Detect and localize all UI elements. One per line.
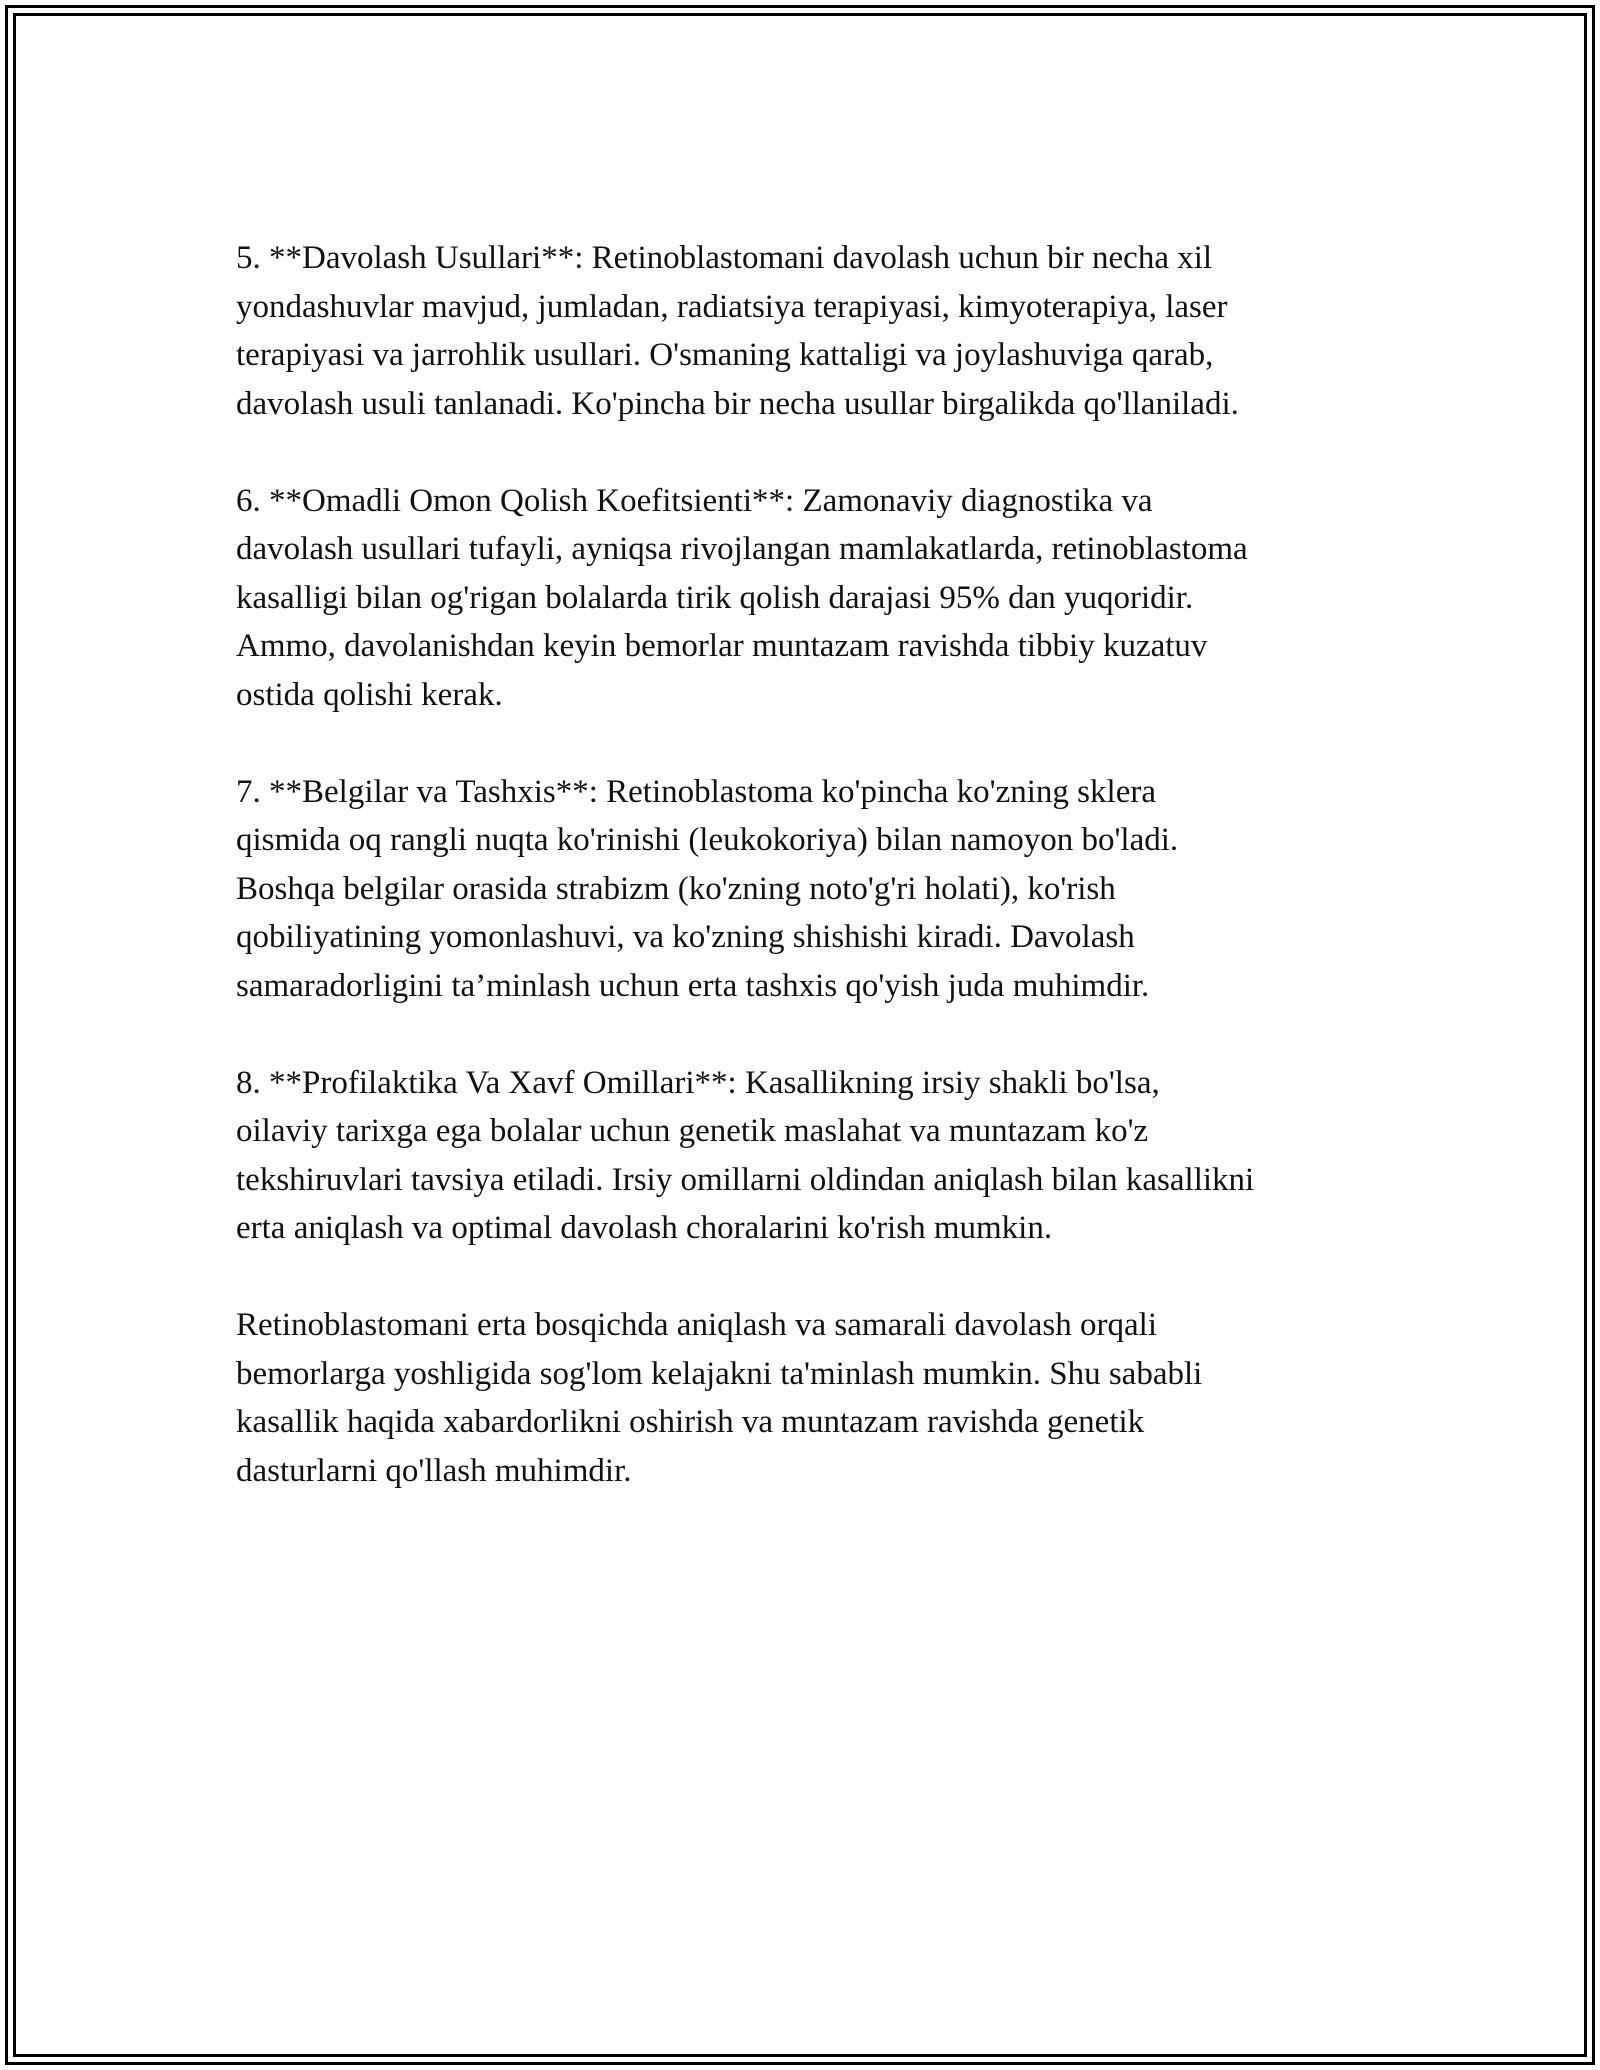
paragraph-prevention-risk-factors: 8. **Profilaktika Va Xavf Omillari**: Kasallikning irsiy shakli bo'lsa, oilaviy tarixga ega bolalar uchun genetik maslahat va muntazam ko'z tekshiruvlari tavsiya etiladi. Irsiy omillarni oldindan aniqlash bilan kasallikni erta aniqlash va optimal davolash choralarini ko'rish mumkin. <box>236 1064 1255 1246</box>
paragraph-conclusion: Retinoblastomani erta bosqichda aniqlash va samarali davolash orqali bemorlarga yoshligida sog'lom kelajakni ta'minlash mumkin. Shu sababli kasallik haqida xabardorlikni oshirish va muntazam ravishda genetik dasturlarni qo'llash muhimdir. <box>236 1307 1203 1489</box>
document-body <box>236 234 1376 1495</box>
paragraph-survival-rate: 6. **Omadli Omon Qolish Koefitsienti**: Zamonaviy diagnostika va davolash usullari tufayli, ayniqsa rivojlangan mamlakatlarda, retinoblastoma kasalligi bilan og'rigan bolalarda tirik qolish darajasi 95% dan yuqoridir. Ammo, davolanishdan keyin bemorlar muntazam ravishda tibbiy kuzatuv ostida qolishi kerak. <box>236 482 1248 713</box>
paragraph-treatment-methods: 5. **Davolash Usullari**: Retinoblastomani davolash uchun bir necha xil yondashuvlar mavjud, jumladan, radiatsiya terapiyasi, kimyoterapiya, laser terapiyasi va jarrohlik usullari. O'smaning kattaligi va joylashuviga qarab, davolash usuli tanlanadi. Ko'pincha bir necha usullar birgalikda qo'llaniladi. <box>236 240 1239 422</box>
paragraph-symptoms-diagnosis: 7. **Belgilar va Tashxis**: Retinoblastoma ko'pincha ko'zning sklera qismida oq rangli nuqta ko'rinishi (leukokoriya) bilan namoyon bo'ladi. Boshqa belgilar orasida strabizm (ko'zning noto'g'ri holati), ko'rish qobiliyatining yomonlashuvi, va ko'zning shishishi kiradi. Davolash samaradorligini ta’minlash uchun erta tashxis qo'yish juda muhimdir. <box>236 773 1179 1004</box>
